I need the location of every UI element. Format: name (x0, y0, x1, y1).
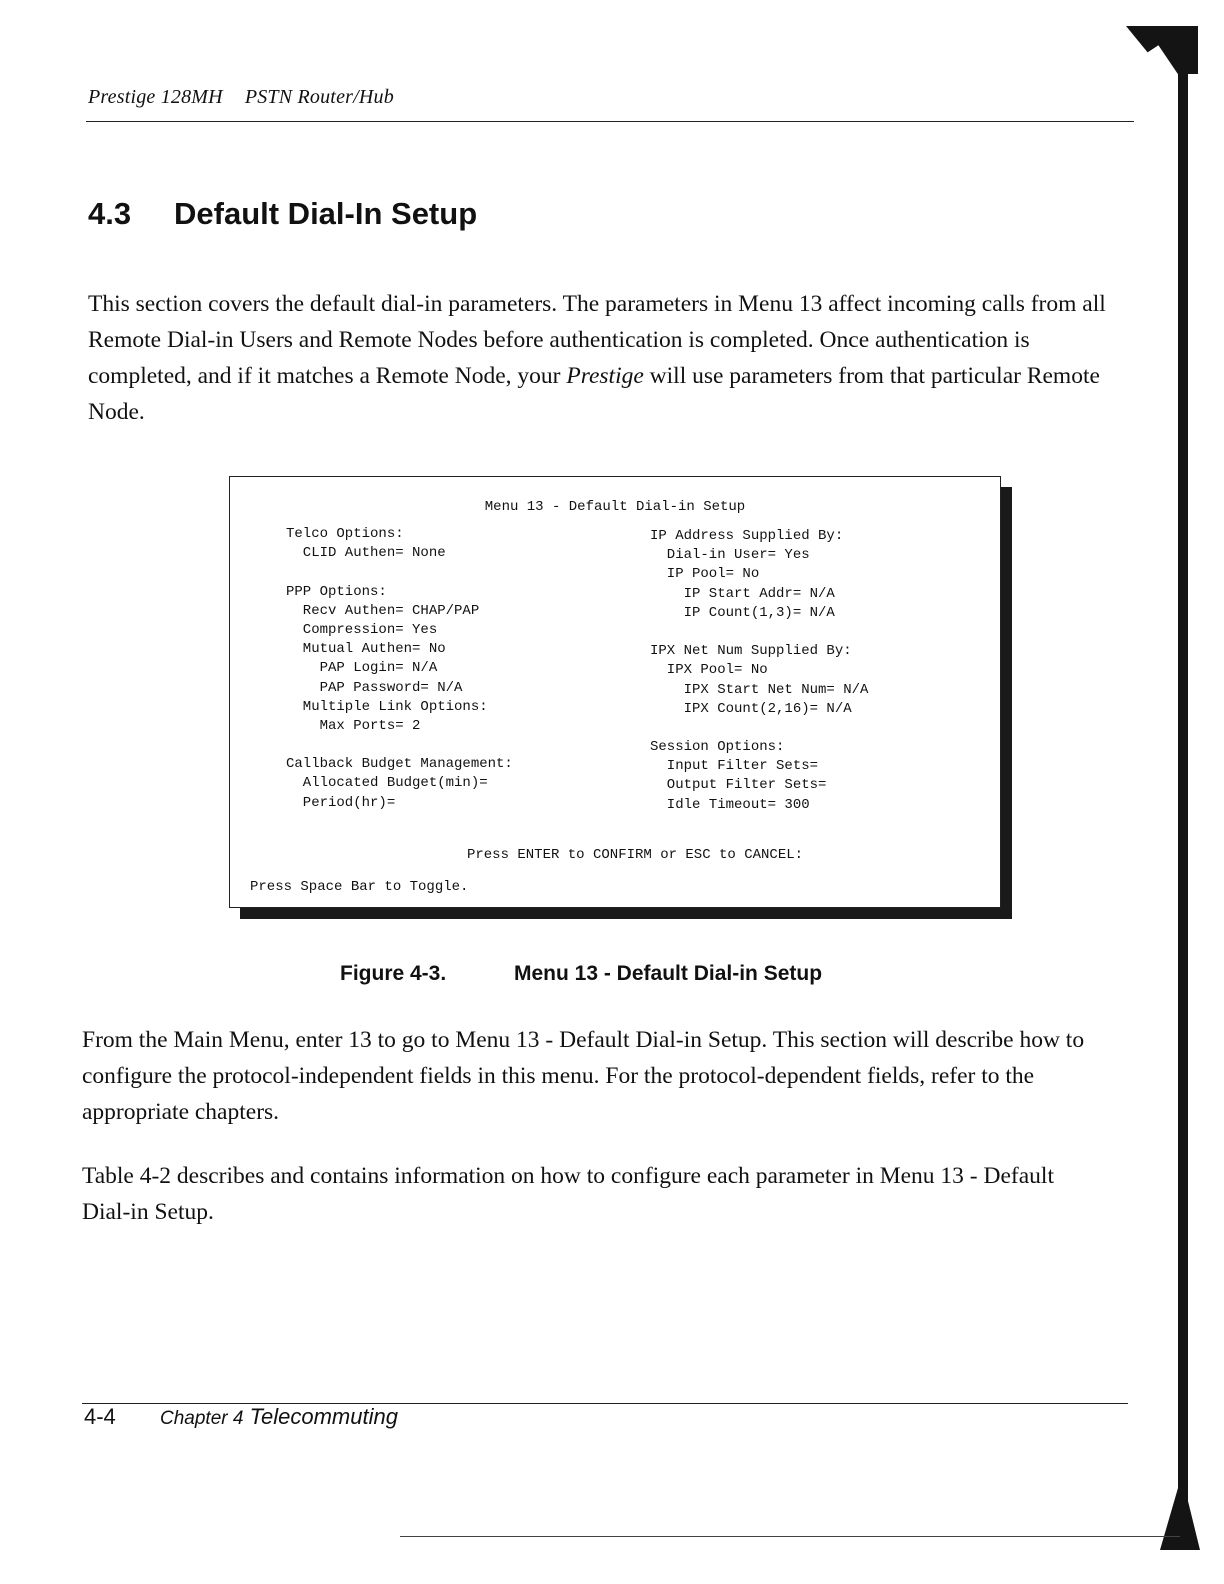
screen-right-line: IPX Count(2,16)= N/A (650, 700, 852, 717)
running-header (88, 86, 394, 109)
screen-right-column (650, 527, 868, 815)
screen-left-line (286, 563, 513, 582)
screen-left-line: Callback Budget Management: (286, 756, 513, 773)
figure-label: Figure 4-3. (340, 962, 447, 985)
screen-left-line: Compression= Yes (286, 621, 438, 638)
screen-right-line: IP Address Supplied By: (650, 528, 844, 544)
terminal-screen (229, 476, 1001, 908)
scan-edge-shadow (1178, 30, 1188, 1540)
screen-left-line: PAP Login= N/A (286, 660, 438, 677)
footer-chapter-title: Telecommuting (249, 1404, 398, 1429)
screen-left-line: Recv Authen= CHAP/PAP (286, 602, 480, 619)
screen-right-line: IPX Net Num Supplied By: (650, 643, 852, 660)
intro-paragraph (88, 286, 1128, 430)
screen-right-line: IPX Pool= No (650, 662, 768, 679)
screen-left-line: Period(hr)= (286, 794, 396, 811)
scan-edge-top-mark (1126, 26, 1198, 74)
screen-right-line (650, 623, 868, 642)
footer-chapter-number: Chapter 4 (160, 1408, 244, 1429)
screen-left-line: Mutual Authen= No (286, 641, 446, 658)
screen-left-line: PAP Password= N/A (286, 679, 463, 696)
screen-left-line: Max Ports= 2 (286, 717, 421, 734)
scan-bottom-line (400, 1536, 1180, 1537)
header-product: Prestige 128MH (88, 86, 223, 108)
screen-right-line (650, 719, 868, 738)
screen-left-line: Allocated Budget(min)= (286, 775, 488, 792)
screen-left-line: PPP Options: (286, 583, 387, 600)
screen-title: Menu 13 - Default Dial-in Setup (484, 499, 746, 515)
screen-right-line: IP Pool= No (650, 566, 760, 583)
page-number: 4-4 (84, 1404, 116, 1429)
body-paragraph-menu-access: From the Main Menu, enter 13 to go to Menu 13 - Default Dial-in Setup. This section will describe how to configure the protocol-independent fields in this menu. For the protocol-dependent fields, refer to the appropriate chapters. (82, 1027, 1085, 1125)
section-heading (88, 196, 477, 232)
screen-right-line: Output Filter Sets= (650, 777, 827, 794)
page-footer (84, 1404, 398, 1430)
screen-confirm-prompt: Press ENTER to CONFIRM or ESC to CANCEL: (466, 847, 804, 863)
screen-left-line: Multiple Link Options: (286, 698, 488, 715)
screen-right-line: Session Options: (650, 739, 785, 756)
screen-left-line (286, 736, 513, 755)
intro-text-part1: This section covers the default dial-in parameters. The parameters in Menu 13 affect incoming calls from all Remote Dial-in Users and Remote Nodes before authentication is completed. Once authentication is completed, and if it matches a Remote Node, your (88, 291, 1106, 389)
screen-right-line: Input Filter Sets= (650, 758, 819, 775)
screen-toggle-hint: Press Space Bar to Toggle. (250, 879, 469, 895)
header-subtitle: PSTN Router/Hub (244, 86, 394, 108)
scan-edge-bottom-mark (1160, 1488, 1200, 1550)
figure-caption (340, 962, 822, 986)
screen-right-line: Idle Timeout= 300 (650, 796, 810, 813)
header-rule (86, 121, 1134, 122)
screen-left-line: Telco Options: (286, 526, 404, 542)
screen-right-line: IP Count(1,3)= N/A (650, 604, 835, 621)
screen-left-column (286, 525, 513, 813)
screen-right-line: Dial-in User= Yes (650, 547, 810, 564)
figure-caption-text: Menu 13 - Default Dial-in Setup (514, 962, 823, 985)
screen-left-line: CLID Authen= None (286, 545, 446, 562)
section-number: 4.3 (88, 196, 132, 231)
screen-right-line: IPX Start Net Num= N/A (650, 681, 869, 698)
body-paragraph-table-ref: Table 4-2 describes and contains information on how to configure each parameter in Menu 13 - Default Dial-in Setup. (82, 1163, 1054, 1225)
intro-product-name: Prestige (566, 363, 644, 389)
screen-right-line: IP Start Addr= N/A (650, 585, 835, 602)
intro-text-part2: will use parameters from that particular Remote Node. (88, 363, 1100, 425)
section-title: Default Dial-In Setup (174, 196, 478, 231)
